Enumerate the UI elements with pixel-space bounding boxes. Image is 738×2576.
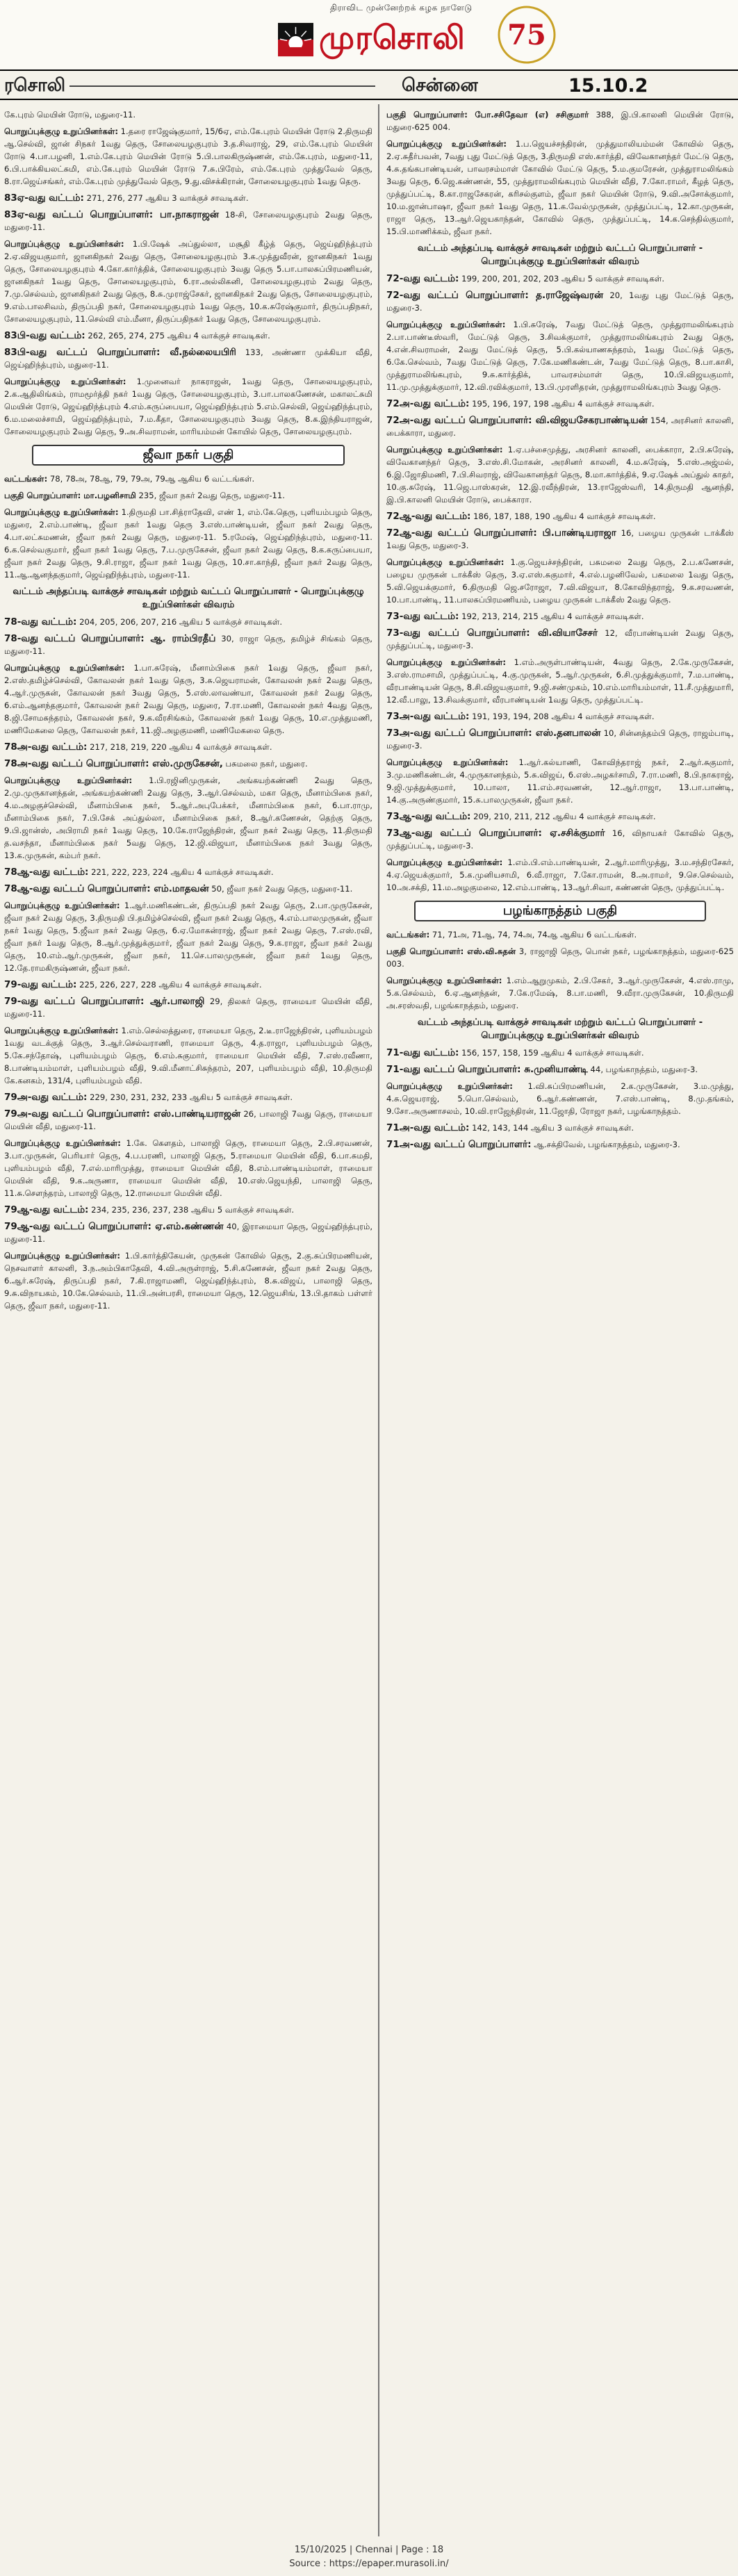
entry-label: 72-வது வட்டப் பொறுப்பாளர்: த.ராஜேஷ்வரன் <box>386 290 604 301</box>
entry-text: 1.ப.ஜெயச்சந்திரன், முத்துமாலியம்மன் கோவில் தெரு, 2.ஏ.சுதீர்பவன், 7வது புது மேட்டுத் தெரு, 3.திருமதி எஸ்.கார்த்தி, விவேகானந்தர் மேட்டு தெரு, 4.சு.தங்கபாண்டியன், பாவரசம்மாள் கோவில் மேட்டு தெரு, 5.ம.குமரேசன், முத்துராமலிங்கம் 3வது தெரு, 6.ஜெ.கண்ணன், 55, முத்துராமலிங்கபுரம் மெயின் வீதி, 7.கோ.ராமர், கீழத் தெரு, முத்துப்பட்டி, 8.கா.ராஜசேகரன், கரிசல்குளம், ஜீவா நகர் மெயின் ரோடு, 9.வி.அசோக்குமார், 10.ம.ஜான்பாஷா, ஜீவா நகர் 1வது தெரு, 11.க.வேல்முருகன், முத்துப்பட்டி, 12.கா.முருகன், ராஜா தெரு, 13.ஆர்.ஜெயகாந்தன், கோவில் தெரு, முத்துப்பட்டி, 14.க.செந்தில்குமார், 15.பி.மாணிக்கம், ஜீவா நகர். <box>386 139 734 236</box>
ward-entry <box>4 883 372 895</box>
entry-text: 18-சி, சோலையழகுபுரம் 2வது தெரு, மதுரை-11. <box>4 210 372 232</box>
entry-label: பொறுப்புக்குழு உறுப்பினர்கள்: <box>386 139 507 149</box>
entry-label: பொறுப்புக்குழு உறுப்பினர்கள்: <box>4 1251 120 1261</box>
ward-entry <box>386 272 734 285</box>
anniversary-75-badge-icon <box>495 4 559 65</box>
entry-text: 1.தரை ராஜேஷ்குமார், 15/6ஏ, எம்.கே.புரம் மெயின் ரோடு 2.திருமதி ஆ.செல்வி, ஜான் சிநகர் 1வது தெரு, சோலையழகுபுரம் 3.த.சிவராஜ், 29, எம்.கே.புரம் மெயின் ரோடு 4.பா.பழனி, 1.எம்.கே.புரம் மெயின் ரோடு 5.பி.பாலகிருஷ்ணன், எம்.கே.புரம், மதுரை-11, 6.பி.பாக்கியலட்சுமி, எம்.கே.புரம் மெயின் ரோடு 7.சு.பிரேம், எம்.கே.புரம் முத்துவேல் தெரு, 8.ரா.ஜெய்சங்கர், எம்.கே.புரம் முத்துவேல் தெரு, 9.து.விசக்கிரான், சோலையழகுபுரம் 1வது தெரு. <box>4 126 372 186</box>
entry-text: 388, இ.பி.காலனி மெயின் ரோடு, மதுரை-625 004. <box>386 110 734 132</box>
entry-label: பொறுப்புக்குழு உறுப்பினர்கள்: <box>4 1138 121 1148</box>
entry-label: 79ஆ-வது வட்டம்: <box>4 1204 89 1215</box>
entry-label: 78-வது வட்டம்: <box>4 616 77 627</box>
entry-label: பொறுப்புக்குழு உறுப்பினர்கள்: <box>386 976 502 985</box>
ward-entry <box>386 1122 734 1134</box>
member-list-paragraph <box>386 856 734 894</box>
member-list-paragraph <box>4 473 372 485</box>
ward-entry <box>4 329 372 342</box>
entry-text: 1.எம்.ஆறுமுகம், 2.பி.சேகர், 3.ஆர்.முருகேசன், 4.எஸ்.ராமு, 5.க.செல்வம், 6.ஏ.ஆனந்தன், 7.கே.ரமேஷ், 8.பா.மணி, 9.வீரா.முருகேசன், 10.திருமதி அ.சரஸ்வதி, பழங்காநத்தம், மதுரை. <box>386 976 734 1010</box>
entry-text: 271, 276, 277 ஆகிய 3 வாக்குச் சாவடிகள். <box>83 193 249 203</box>
entry-label: 72ஆ-வது வட்டம்: <box>386 511 471 522</box>
entry-text: 221, 222, 223, 224 ஆகிய 4 வாக்குச் சாவடிகள். <box>88 867 274 877</box>
member-list-paragraph <box>4 1137 372 1199</box>
entry-text: 235, ஜீவா நகர் 2வது தெரு, மதுரை-11. <box>136 491 285 500</box>
ward-entry <box>4 208 372 233</box>
ward-entry <box>4 995 372 1020</box>
entry-text: 199, 200, 201, 202, 203 ஆகிய 5 வாக்குச் சாவடிகள். <box>459 274 665 284</box>
entry-text: 191, 193, 194, 208 ஆகிய 4 வாக்குச் சாவடிகள். <box>469 712 655 721</box>
entry-text: 1.பி.கார்த்திகேயன், முருகன் கோவில் தெரு, 2.கு.சுப்பிரமணியன், நெசவாளர் காலனி, 3.ந.அம்பிகாதேவி, 4.வி.அருள்ராஜ், 5.சி.கணேசன், ஜீவா நகர் 2வது தெரு, 6.ஆர்.சுரேஷ், திருப்பதி நகர், 7.கி.ராஜாமணி, ஜெய்ஹிந்த்புரம், 8.சு.விஜய், பாலாஜி தெரு, 9.சு.விநாயகம், 10.கே.செல்வம், 11.பி.அன்பரசி, ராமையா தெரு, 12.ஜெயசிங், 13.பி.தாகம் பள்ளர் தெரு, ஜீவா நகர், மதுரை-11. <box>4 1251 372 1311</box>
edition-date: 15.10.2 <box>568 75 648 97</box>
entry-text: 71, 71அ, 71ஆ, 74, 74அ, 74ஆ ஆகிய 6 வட்டங்கள். <box>429 930 637 940</box>
ward-entry <box>386 610 734 623</box>
section-subheading: வட்டம் அந்தப்படி வாக்குச் சாவடிகள் மற்றும் வட்டப் பொறுப்பாளர் - பொறுப்புக்குழு உறுப்பினர்கள் விவரம் <box>417 243 703 267</box>
member-list-paragraph <box>386 756 734 806</box>
ward-entry <box>4 866 372 878</box>
entry-label: 79-வது வட்டம்: <box>4 979 77 990</box>
rising-sun-emblem-icon <box>278 17 313 63</box>
ward-entry <box>386 710 734 723</box>
entry-label: 72அ-வது வட்டப் பொறுப்பாளர்: வி.விஜயசேகரபாண்டியன் <box>386 415 648 426</box>
ward-entry <box>4 978 372 991</box>
area-heading-box: ஜீவா நகர் பகுதி <box>32 445 345 466</box>
ward-entry <box>386 810 734 823</box>
ward-entry <box>386 289 734 314</box>
article-column-left <box>4 108 372 2541</box>
entry-text: 16, விநாயகர் கோவில் தெரு, முத்துப்பட்டி, மதுரை-3. <box>386 828 734 851</box>
entry-label: பகுதி பொறுப்பாளர்: போ.சசிதேவா (எ) சசிகுமார் <box>386 110 589 120</box>
entry-text: 12, வீரபாண்டியன் 2வது தெரு, முத்துப்பட்டி, மதுரை-3. <box>386 628 734 650</box>
entry-label: பொறுப்புக்குழு உறுப்பினர்கள்: <box>386 445 503 454</box>
ward-entry <box>386 510 734 523</box>
entry-text: 1.பா.சுரேஷ், மீனாம்பிகை நகர் 1வது தெரு, ஜீவா நகர், 2.எஸ்.தமிழ்ச்செல்வி, கோவலன் நகர் 1வது தெரு, 3.சு.ஜெயராமன், கோவலன் நகர் 2வது தெரு, 4.ஆர்.முருகன், கோவலன் நகர் 3வது தெரு, 5.எஸ்.லாவண்யா, கோவலன் நகர் 2வது தெரு, 6.எம்.ஆனந்தகுமார், கோவலன் நகர் 2வது தெரு, மதுரை, 7.ரா.மணி, கோவலன் நகர் 4வது தெரு, 8.ஜி.சோமசுந்தரம், கோவலன் நகர், 9.க.வீரசிங்கம், கோவலன் நகர் 1வது தெரு, 10.எ.முத்துமணி, மணிமேகலை தெரு, கோவலன் நகர், 11.ஜி.அழகுமணி, மணிமேகலை தெரு. <box>4 663 372 735</box>
masthead-title: முரசொலி <box>319 18 466 56</box>
entry-label: 71அ-வது வட்டம்: <box>386 1122 470 1133</box>
entry-label: பொறுப்புக்குழு உறுப்பினர்கள்: <box>4 901 120 910</box>
page-footer <box>0 2543 738 2576</box>
ward-entry <box>386 414 734 439</box>
entry-text: 204, 205, 206, 207, 216 ஆகிய 5 வாக்குச் சாவடிகள். <box>76 617 283 627</box>
entry-label: 83ஏ-வது வட்டம்: <box>4 192 84 204</box>
ward-entry <box>386 1063 734 1076</box>
member-list-paragraph <box>386 656 734 706</box>
entry-label: பொறுப்புக்குழு உறுப்பினர்கள்: <box>386 320 506 329</box>
entry-text: 142, 143, 144 ஆகிய 3 வாக்குச் சாவடிகள். <box>469 1123 634 1133</box>
entry-label: 71அ-வது வட்டப் பொறுப்பாளர்: <box>386 1139 532 1150</box>
entry-label: பொறுப்புக்குழு உறுப்பினர்கள்: <box>4 377 126 386</box>
entry-text: 195, 196, 197, 198 ஆகிய 4 வாக்குச் சாவடிகள். <box>469 399 655 409</box>
footer-page-info: 15/10/2025 | Chennai | Page : 18 <box>294 2545 444 2555</box>
entry-text: 1.முனைவர் நாகராஜன், 1வது தெரு, சோலையழகுபுரம், 2.க.ஆதிலிங்கம், ராமமூர்த்தி நகர் 1வது தெரு, சோலையழகுபுரம், 3.பா.பாலகணேசன், மகாலட்சுமி மெயின் ரோடு, ஜெய்ஹிந்த்புரம் 4.எம்.கருப்பையா, ஜெய்ஹிந்த்புரம் 5.எம்.செல்வி, ஜெய்ஹிந்த்புரம், 6.ம.மலைச்சாமி, ஜெய்ஹிந்த்புரம், 7.ம.கீதா, சோலையழகுபுரம் 3வது தெரு, 8.க.இந்தியராஜன், சோலையழகுபுரம் 2வது தெரு, 9.அ.சிவராமன், மாரியம்மன் கோயில் தெரு, சோலையழகுபுரம். <box>4 377 372 436</box>
entry-text: 1.திருமதி பா.சித்ராதேவி, எண் 1, எம்.கே.தெரு, புளியம்பழம் தெரு, மதுரை, 2.எம்.பாண்டி, ஜீவா நகர் 1வது தெரு 3.எஸ்.பாண்டியன், ஜீவா நகர் 2வது தெரு, 4.பா.லட்சுமணன், ஜீவா நகர் 2வது தெரு, மதுரை-11. 5.ரமேஷ், ஜெய்ஹிந்த்புரம், மதுரை-11. 6.க.செல்வகுமார், ஜீவா நகர் 1வது தெரு, 7.ப.முருகேசன், ஜீவா நகர் 2வது தெரு, 8.க.கருப்பையா, ஜீவா நகர் 2வது தெரு, 9.சி.ராஜா, ஜீவா நகர் 1வது தெரு, 10.சா.காந்தி, ஜீவா நகர் 2வது தெரு, 11.ஆ.ஆனந்தகுமார், ஜெய்ஹிந்த்புரம், மதுரை-11. <box>4 507 372 580</box>
entry-text: 1.கு.ஜெயச்சந்திரன், பசுமலை 2வது தெரு, 2.ப.கணேசன், பழைய முருகன் டாக்கீஸ் தெரு, 3.ஏ.எஸ்.சுகுமார், 4.எல்.பழனிவேல், பசுமலை 1வது தெரு, 5.வி.ஜெயக்குமார், 6.திருமதி ஜெ.சரோஜா, 7.வி.விஜயா, 8.கோவிந்தராஜ், 9.க.சரவணன், 10.பா.பாண்டி, 11.பாலசுப்பிரமணியம், பழைய முருகன் டாக்கீஸ் 2வது தெரு. <box>386 557 734 605</box>
entry-text: 29, திலகர் தெரு, ராமையா மெயின் வீதி, மதுரை-11. <box>4 996 372 1019</box>
ward-entry <box>4 632 372 657</box>
member-list-paragraph <box>4 1024 372 1087</box>
ward-entry <box>386 397 734 410</box>
entry-label: வட்டங்கள்: <box>386 930 430 940</box>
entry-label: 73ஆ-வது வட்டம்: <box>386 811 471 822</box>
entry-label: 78ஆ-வது வட்டம்: <box>4 867 89 878</box>
entry-text: 40, இராமையா தெரு, ஜெய்ஹிந்த்புரம், மதுரை-11. <box>4 1222 372 1244</box>
entry-text: 1.பி.ஷேக் அப்துல்லா, மசூதி கீழ்த் தெரு, ஜெய்ஹிந்த்புரம் 2.ஏ.விஜயகுமார், ஜானகிநகர் 2வது தெரு, சோலையழகுபுரம் 3.க.முத்துவீரன், ஜானகிநகர் 1வது தெரு, சோலையழகுபுரம் 4.கோ.கார்த்திக், சோலையழகுபுரம் 3வது தெரு 5.பா.பாலசுப்பிரமணியன், ஜானகிநகர் 1வது தெரு, சோலையழகுபுரம், 6.ரா.அல்லிகனி, சோலையழகுபுரம் 2வது தெரு, 7.மு.செல்வம், ஜானகிநகர் 2வது தெரு, 8.சு.முராஜ்சேகர், ஜானகிநகர் 2வது தெரு, சோலையழகுபுரம், 9.எம்.பாலசிவம், திருப்பதி நகர், சோலையழகுபுரம் 1வது தெரு, 10.க.சுரேஷ்குமார், திருப்பதிநகர், சோலையழகுபுரம், 11.செல்வி எம்.மீனா, திருப்பதிநகர் 1வது தெரு, சோலையழகுபுரம். <box>4 239 372 324</box>
entry-label: 73-வது வட்டப் பொறுப்பாளர்: வி.வியாசேசர் <box>386 627 598 639</box>
entry-text: 50, ஜீவா நகர் 2வது தெரு, மதுரை-11. <box>208 884 353 894</box>
entry-text: 225, 226, 227, 228 ஆகிய 4 வாக்குச் சாவடிகள். <box>76 980 262 990</box>
entry-text: 1.பி.ரஜினிமுருகன், அங்கயற்கண்ணி 2வது தெரு, 2.மு.முருகானந்தன், அங்கயற்கண்ணி 2வது தெரு, 3.ஆர்.செல்வம், மகா தெரு, மீனாம்பிகை நகர், 4.ம.அழகுச்செல்வி, மீனாம்பிகை நகர், 5.ஆர்.அபுபேக்கர், மீனாம்பிகை நகர், 6.பா.ராமு, மீனாம்பிகை நகர், 7.பி.சேக் அப்துல்லா, மீனாம்பிகை நகர், 8.ஆர்.கணேசன், தெற்கு தெரு, 9.பி.ஜான்ஸ், அபிராமி நகர் 1வது தெரு, 10.கே.ராஜேந்திரன், ஜீவா நகர் 2வது தெரு, 11.திருமதி த.வசந்தா, மீனாம்பிகை நகர் 5வது தெரு, 12.ஜி.விஜயா, மீனாம்பிகை நகர் 3வது தெரு, 13.க.முருகன், கம்பர் நகர். <box>4 776 372 860</box>
entry-text: 26, பாலாஜி 7வது தெரு, ராமையா மெயின் வீதி, மதுரை-11. <box>4 1109 372 1131</box>
ward-entry <box>4 616 372 628</box>
entry-label: 79ஆ-வது வட்டப் பொறுப்பாளர்: ஏ.எம்.கண்ணன் <box>4 1221 224 1232</box>
member-list-paragraph <box>386 556 734 606</box>
member-list-paragraph <box>4 1249 372 1312</box>
entry-label: 73அ-வது வட்டப் பொறுப்பாளர்: எஸ்.தனபாலன் <box>386 728 601 739</box>
member-list-paragraph <box>386 1080 734 1117</box>
entry-label: 73-வது வட்டம்: <box>386 611 459 622</box>
entry-label: பொறுப்புக்குழு உறுப்பினர்கள்: <box>386 557 505 567</box>
entry-label: 78ஆ-வது வட்டப் பொறுப்பாளர்: எம்.மாதவன் <box>4 883 209 894</box>
section-subheading: வட்டம் அந்தப்படி வாக்குச் சாவடிகள் மற்றும் வட்டப் பொறுப்பாளர் - பொறுப்புக்குழு உறுப்பினர்கள் விவரம் <box>13 586 364 610</box>
entry-text: பசுமலை நகர், மதுரை. <box>222 759 308 769</box>
entry-label: பொறுப்புக்குழு உறுப்பினர்கள்: <box>386 757 509 767</box>
entry-label: 78அ-வது வட்டப் பொறுப்பாளர்: எஸ்.முருகேசன், <box>4 758 223 769</box>
entry-text: 156, 157, 158, 159 ஆகிய 4 வாக்குச் சாவடிகள். <box>459 1048 644 1058</box>
page-section-bar <box>0 69 738 100</box>
ward-entry <box>386 727 734 752</box>
member-list-paragraph <box>4 506 372 581</box>
entry-text: ஆ.சக்திவேல், பழங்காநத்தம், மதுரை-3. <box>531 1140 680 1149</box>
entry-label: 83பி-வது வட்டம்: <box>4 330 85 341</box>
ward-entry <box>4 1220 372 1245</box>
entry-label: 73ஆ-வது வட்டப் பொறுப்பாளர்: ஏ.சசிக்குமார் <box>386 828 605 839</box>
member-list-paragraph <box>4 899 372 974</box>
entry-text: 186, 187, 188, 190 ஆகிய 4 வாக்குச் சாவடிகள். <box>470 511 656 521</box>
ward-entry <box>386 527 734 552</box>
ward-entry <box>4 346 372 371</box>
entry-text: 1.கே. கௌதம், பாலாஜி தெரு, ராமையா தெரு, 2.பி.சரவணன், 3.பா.முருகன், பெரியார் தெரு, 4.ப.பரணி, பாலாஜி தெரு, 5.ராமையா மெயின் வீதி, 6.பா.சுமதி, புளியம்பழம் வீதி, 7.எல்.மாரிமுத்து, ராமையா மெயின் வீதி, 8.எம்.பாண்டியம்மாள், ராமையா மெயின் வீதி, 9.க.அருணா, ராமையா மெயின் வீதி, 10.எஸ்.ஜெயந்தி, பாலாஜி தெரு, 11.சு.சௌந்தரம், பாலாஜி தெரு, 12.ராமையா மெயின் வீதி. <box>4 1138 372 1198</box>
entry-text: 262, 265, 274, 275 ஆகிய 4 வாக்குச் சாவடிகள். <box>85 331 270 341</box>
section-label-left: ரசொலி <box>4 75 66 96</box>
entry-label: பொறுப்புக்குழு உறுப்பினர்கள்: <box>4 126 118 136</box>
anniversary-number: 75 <box>507 19 546 51</box>
member-list-paragraph <box>386 945 734 970</box>
section-divider-rule <box>69 85 375 87</box>
entry-label: 72-வது வட்டம்: <box>386 273 459 284</box>
entry-label: பொறுப்புக்குழு உறுப்பினர்கள்: <box>4 776 133 785</box>
entry-label: 78அ-வது வட்டம்: <box>4 741 88 753</box>
entry-text: 154, அரசினர் காலனி, பைக்காரா, மதுரை. <box>386 416 734 438</box>
entry-label: 73அ-வது வட்டம்: <box>386 711 470 722</box>
ward-entry <box>386 827 734 852</box>
member-list-paragraph <box>4 375 372 438</box>
ward-entry <box>4 757 372 770</box>
entry-text: 1.ஏ.பச்சைமுத்து, அரசினர் காலனி, பைக்காரா, 2.பி.சுரேஷ், விவேகானந்தர் தெரு, 3.எஸ்.சி.மோகன், அரசினர் காலனி, 4.ம.சுரேஷ், 5.எஸ்.அஜ்மல், 6.இ.ஜோதிமணி, 7.பி.சிவராஜ், விவேகானந்தர் தெரு, 8.மா.கார்த்திக், 9.ஏ.ஷேக் அப்துல் காதர், 10.கு.சுரேஷ், 11.ஜெ.பாஸ்கரன், 12.இ.ரவீந்திரன், 13.ராஜேஸ்வரி, 14.திருமதி ஆனந்தி, இ.பி.காலனி மெயின் ரோடு, பைக்காரா. <box>386 445 734 504</box>
member-list-paragraph <box>386 928 734 941</box>
ward-entry <box>386 1138 734 1151</box>
entry-text: 133, அண்ணா முக்கியா வீதி, ஜெய்ஹிந்த்புரம், மதுரை-11. <box>4 347 372 370</box>
paragraph-text: கே.புரம் மெயின் ரோடு, மதுரை-11. <box>4 110 136 120</box>
entry-label: 79அ-வது வட்டப் பொறுப்பாளர்: எஸ்.பாண்டியராஜன் <box>4 1108 241 1119</box>
entry-text: 192, 213, 214, 215 ஆகிய 4 வாக்குச் சாவடிகள். <box>459 612 644 621</box>
entry-text: 44, பழங்காநத்தம், மதுரை-3. <box>587 1065 698 1074</box>
entry-text: 1.எம்.செல்லத்துரை, ராமையா தெரு, 2.டீ.ராஜேந்திரன், புளியம்பழம் 1வது வடக்குத் தெரு, 3.ஆர்.செல்வராணி, ராமையா தெரு, 4.த.ராஜா, புளியம்பழம் தெரு, 5.கே.சந்தோஷ், புளியம்பழம் தெரு, 6.எம்.சுகுமார், ராமையா மெயின் வீதி, 7.எஸ்.ரவீணா, 8.பாண்டியம்மாள், புளியம்பழம் வீதி, 9.வி.மீனாட்சிசுந்தரம், 207, புளியம்பழம் வீதி, 10.திருமதி கே.கனகம், 131/4, புளியம்பழம் வீதி. <box>4 1026 372 1085</box>
member-list-paragraph <box>4 489 372 502</box>
entry-label: பொறுப்புக்குழு உறுப்பினர்கள்: <box>4 1026 119 1035</box>
entry-label: பொறுப்புக்குழு உறுப்பினர்கள்: <box>4 507 119 517</box>
entry-label: 72ஆ-வது வட்டப் பொறுப்பாளர்: பி.பாண்டியராஜா <box>386 527 616 539</box>
ward-entry <box>4 741 372 753</box>
entry-label: பொறுப்புக்குழு உறுப்பினர்கள்: <box>386 858 503 867</box>
entry-label: 83பி-வது வட்டப் பொறுப்பாளர்: வீ.நல்லையபிரி <box>4 347 236 358</box>
entry-label: பகுதி பொறுப்பாளர்: எஸ்.வி.சுதன் <box>386 946 516 956</box>
entry-label: 72அ-வது வட்டம்: <box>386 398 470 409</box>
masthead-logo[interactable] <box>278 14 466 65</box>
ward-entry <box>386 1047 734 1059</box>
entry-text: 1.எம்.அருள்பாண்டியன், 4வது தெரு, 2.கே.முருகேசன், 3.எஸ்.ராமசாமி, முத்துப்பட்டி, 4.கு.முருகன், 5.ஆர்.முருகன், 6.சி.முத்துக்குமார், 7.ம.பாண்டி, வீரபாண்டியன் தெரு, 8.சி.விஜயகுமார், 9.ஜி.சண்முகம், 10.எம்.மாரியம்மாள், 11.சீ.முத்துமாரி, 12.வீ.பாலு, 13.சிவக்குமார், வீரபாண்டியன் 1வது தெரு, முத்துப்பட்டி. <box>386 657 734 705</box>
area-heading-box: பழங்காநத்தம் பகுதி <box>414 901 706 921</box>
entry-text: 1.ஆர்.மணிகண்டன், திருப்பதி நகர் 2வது தெரு, 2.பா.முருகேசன், ஜீவா நகர் 2வது தெரு, 3.திருமதி பி.தமிழ்ச்செல்வி, ஜீவா நகர் 2வது தெரு, 4.எம்.பாலமுருகன், ஜீவா நகர் 1வது தெரு, 5.ஜீவா நகர் 2வது தெரு, 6.ஏ.மோகன்ராஜ், ஜீவா நகர் 2வது தெரு, 7.எஸ்.ரவி, ஜீவா நகர் 1வது தெரு, 8.ஆர்.முத்துக்குமார், ஜீவா நகர் 2வது தெரு, 9.க.ராஜா, ஜீவா நகர் 2வது தெரு, 10.எம்.ஆர்.முருகன், ஜீவா நகர், 11.செ.பாலமுருகன், ஜீவா நகர் 1வது தெரு, 12.தே.ராமகிருஷ்ணன், ஜீவா நகர். <box>4 901 372 973</box>
ward-entry <box>386 627 734 652</box>
entry-label: பொறுப்புக்குழு உறுப்பினர்கள்: <box>386 1081 513 1091</box>
member-list-paragraph <box>386 974 734 1012</box>
entry-label: 71-வது வட்டப் பொறுப்பாளர்: சு.முனியாண்டி <box>386 1064 588 1075</box>
entry-label: 83ஏ-வது வட்டப் பொறுப்பாளர்: பா.நாகராஜன் <box>4 209 219 220</box>
entry-label: பகுதி பொறுப்பாளர்: மா.பழனிசாமி <box>4 491 136 500</box>
entry-label: 78-வது வட்டப் பொறுப்பாளர்: ஆ. ராம்பிரதீப் <box>4 633 216 644</box>
entry-text: 1.ஆர்.கல்யாணி, கோவிந்தராஜ் நகர், 2.ஆர்.சுகுமார், 3.மு.மணிகண்டன், 4.முருகானந்தம், 5.சு.விஜய், 6.எஸ்.அழகர்சாமி, 7.ரா.மணி, 8.பி.நாகராஜ், 9.ஜி.முத்துக்குமார், 10.பாலா, 11.எம்.சரவணன், 12.ஆர்.ராஜா, 13.பா.பாண்டி, 14.கு.அருண்குமார், 15.சு.பாலமுருகன், ஜீவா நகர். <box>386 757 734 805</box>
entry-text: 209, 210, 211, 212 ஆகிய 4 வாக்குச் சாவடிகள். <box>470 812 656 821</box>
member-list-paragraph <box>4 125 372 188</box>
entry-text: 10, சின்னத்தம்பி தெரு, ராஜம்பாடி, மதுரை-3. <box>386 728 734 750</box>
column-separator <box>378 104 379 2536</box>
member-list-paragraph <box>386 443 734 506</box>
ward-entry <box>4 1204 372 1216</box>
entry-label: 79அ-வது வட்டம்: <box>4 1092 88 1103</box>
entry-label: 71-வது வட்டம்: <box>386 1047 459 1058</box>
entry-text: 1.பி.சுரேஷ், 7வது மேட்டுத் தெரு, முத்துராமலிங்கபுரம் 2.பா.பாண்டீஸ்வரி, மேட்டுத் தெரு, 3.சிவக்குமார், முத்துராமலிங்கபுரம் 2வது தெரு, 4.என்.சிவராமன், 2வது மேட்டுத் தெரு, 5.பி.கல்யாணசுந்தரம், 1வது மேட்டுத் தெரு, 6.கே.செல்வம், 7வது மேட்டுத் தெரு, 7.கே.மணிகண்டன், 7வது மேட்டுத் தெரு, 8.பா.காசி, முத்துராமலிங்கபுரம், 9.சு.கார்த்திக், பாவரசம்மாள் தெரு, 10.பி.விஜயகுமார், 11.மு.முத்துக்குமார், 12.வி.ரவிக்குமார், 13.பி.முரளிதரன், முத்துராமலிங்கபுரம் 3வது தெரு. <box>386 320 734 392</box>
entry-label: வட்டங்கள்: <box>4 474 48 484</box>
entry-text: 16, பழைய முருகன் டாக்கீஸ் 1வது தெரு, மதுரை-3. <box>386 528 734 550</box>
member-list-paragraph <box>4 774 372 862</box>
entry-text: 234, 235, 236, 237, 238 ஆகிய 5 வாக்குச் சாவடிகள். <box>88 1205 295 1215</box>
member-list-paragraph <box>4 238 372 325</box>
ward-entry <box>4 192 372 204</box>
entry-label: பொறுப்புக்குழு உறுப்பினர்கள்: <box>386 657 506 667</box>
entry-text: 217, 218, 219, 220 ஆகிய 4 வாக்குச் சாவடிகள். <box>87 742 272 752</box>
ward-entry <box>4 1108 372 1133</box>
member-list-paragraph <box>386 138 734 238</box>
entry-text: 20, 1வது புது மேட்டுத் தெரு, மதுரை-3. <box>386 290 734 313</box>
member-list-paragraph <box>386 108 734 133</box>
edition-city: சென்னை <box>402 75 478 96</box>
member-list-paragraph <box>386 318 734 393</box>
entry-text: 3, ராஜாஜி தெரு, பொன் நகர், பழங்காநத்தம், மதுரை-625 003. <box>386 946 734 969</box>
section-subheading: வட்டம் அந்தப்படி வாக்குச் சாவடிகள் மற்றும் வட்டப் பொறுப்பாளர் - பொறுப்புக்குழு உறுப்பினர்கள் விவரம் <box>417 1017 703 1041</box>
entry-label: பொறுப்புக்குழு உறுப்பினர்கள்: <box>4 663 125 673</box>
masthead-tagline: திராவிட முன்னேற்றக் கழக நாளேடு <box>330 3 473 13</box>
entry-label: பொறுப்புக்குழு உறுப்பினர்கள்: <box>4 239 124 249</box>
entry-text: 229, 230, 231, 232, 233 ஆகிய 5 வாக்குச் சாவடிகள். <box>87 1092 293 1102</box>
entry-text: 1.எம்.பி.எம்.பாண்டியன், 2.ஆர்.மாரிமுத்து, 3.ம.சந்திரசேகர், 4.ஏ.ஜெயக்குமார், 5.க.முனியசாமி, 6.வீ.ராஜா, 7.கோ.ராமன், 8.அ.ராமர், 9.செ.செல்வம், 10.அ.சக்தி, 11.ம.அழகுமலை, 12.எம்.பாண்டி, 13.ஆர்.சிவா, கண்ணன் தெரு, முத்துப்பட்டி. <box>386 858 734 892</box>
entry-label: 79-வது வட்டப் பொறுப்பாளர்: ஆர்.பாலாஜி <box>4 996 205 1007</box>
ward-entry <box>4 1091 372 1104</box>
footer-source-link[interactable]: Source : https://epaper.murasoli.in/ <box>289 2559 449 2569</box>
member-list-paragraph <box>4 662 372 737</box>
article-column-right <box>386 108 734 2541</box>
entry-text: 1.வி.சுப்பிரமணியன், 2.க.முருகேசன், 3.ம.முத்து, 4.சு.ஜெயராஜ், 5.பொ.செல்வம், 6.ஆர்.கண்ணன், 7.எஸ்.பாண்டி, 8.மு.தங்கம், 9.சோ.அருணாசலம், 10.வி.ராஜேந்திரன், 11.ஜோதி, ரோஜா நகர், பழங்காநத்தம். <box>386 1081 734 1116</box>
entry-text: 78, 78அ, 78ஆ, 79, 79அ, 79ஆ ஆகிய 6 வட்டங்கள். <box>47 474 255 484</box>
masthead <box>0 0 738 69</box>
entry-text: 30, ராஜா தெரு, தமிழ்ச் சிங்கம் தெரு, மதுரை-11. <box>4 634 372 656</box>
